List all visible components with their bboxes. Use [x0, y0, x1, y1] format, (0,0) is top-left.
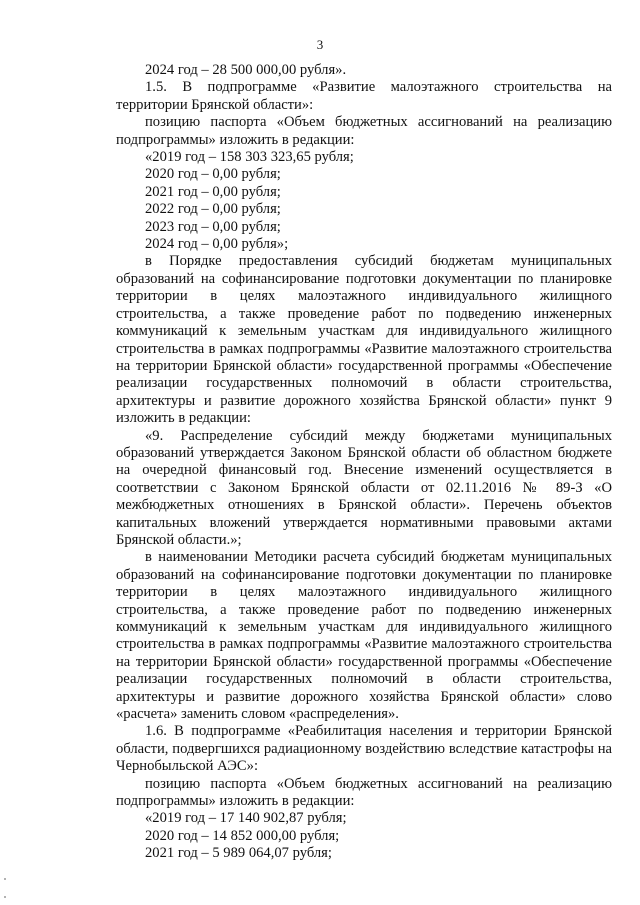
scan-artifact [4, 896, 6, 898]
amount-line: 2020 год – 0,00 рубля; [145, 166, 281, 183]
paragraph: позицию паспорта «Объем бюджетных ассигнований на реализацию подпрограммы» изложить в редакции: [116, 114, 612, 148]
amount-line: 2024 год – 0,00 рубля»; [145, 236, 289, 253]
section-heading-1-6: 1.6. В подпрограмме «Реабилитация населения и территории Брянской области, подвергшихся радиационному воздействию вследствие катастрофы на Чернобыльской АЭС»: [116, 723, 612, 775]
paragraph: «9. Распределение субсидий между бюджетами муниципальных образований утверждается Законом Брянской области об областном бюджете на очередной финансовый год. Внесение изменений осуществляется в соответствии с Законом Брянской области от 02.11.2016 № 89-З «О межбюджетных отношениях в Брянской области». Перечень объектов капитальных вложений утверждается нормативными правовыми актами Брянской области.»; [116, 427, 612, 548]
paragraph: в наименовании Методики расчета субсидий бюджетам муниципальных образований на софинансирование подготовки документации по планировке территории в целях малоэтажного индивидуального жилищного строительства, а также проведение работ по подведению инженерных коммуникаций к земельным участкам для индивидуального жилищного строительства в рамках подпрограммы «Развитие малоэтажного строительства на территории Брянской области» государственной программы «Обеспечение реализации государственных полномочий в области строительства, архитектуры и развитие дорожного хозяйства Брянской области» слово «расчета» заменить словом «распределения». [116, 549, 612, 723]
scan-artifact [4, 878, 6, 880]
amount-line: 2021 год – 0,00 рубля; [145, 183, 281, 200]
paragraph: в Порядке предоставления субсидий бюджетам муниципальных образований на софинансирование подготовки документации по планировке территории в целях малоэтажного индивидуального жилищного строительства, а также проведение работ по подведению инженерных коммуникаций к земельным участкам для индивидуального жилищного строительства в рамках подпрограммы «Развитие малоэтажного строительства на территории Брянской области» государственной программы «Обеспечение реализации государственных полномочий в области строительства, архитектуры и развитие дорожного хозяйства Брянской области» пункт 9 изложить в редакции: [116, 253, 612, 427]
amount-line: 2022 год – 0,00 рубля; [145, 201, 281, 218]
document-body [116, 62, 612, 863]
section-heading-1-5: 1.5. В подпрограмме «Развитие малоэтажного строительства на территории Брянской области»: [116, 79, 612, 113]
page-number: 3 [316, 37, 324, 52]
amount-line: 2021 год – 5 989 064,07 рубля; [145, 845, 332, 862]
amount-line: «2019 год – 158 303 323,65 рубля; [145, 149, 354, 166]
amount-line: 2020 год – 14 852 000,00 рубля; [145, 827, 340, 844]
paragraph: позицию паспорта «Объем бюджетных ассигнований на реализацию подпрограммы» изложить в редакции: [116, 775, 612, 810]
amount-line: «2019 год – 17 140 902,87 рубля; [145, 810, 347, 827]
amount-line: 2023 год – 0,00 рубля; [145, 218, 281, 235]
amount-line: 2024 год – 28 500 000,00 рубля». [145, 62, 347, 78]
